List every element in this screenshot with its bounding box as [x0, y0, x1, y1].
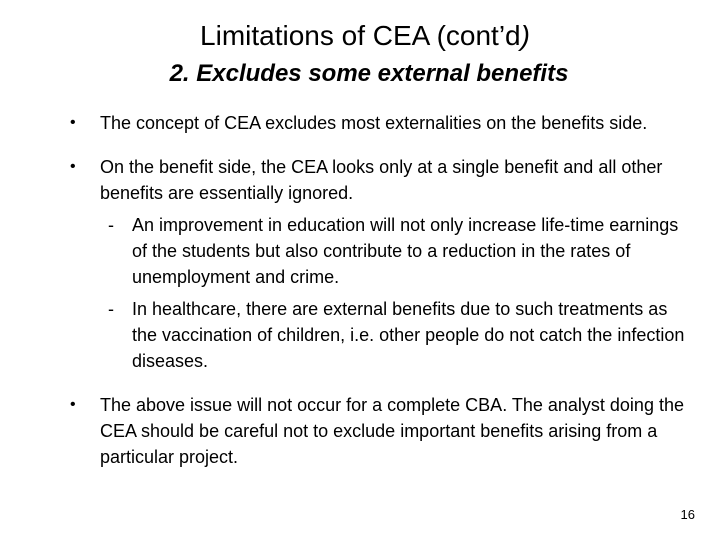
bullet-marker: •	[70, 396, 76, 413]
bullet-text: The concept of CEA excludes most externalities on the benefits side.	[100, 113, 648, 133]
sub-bullet-marker: -	[108, 299, 114, 319]
sub-bullet-item	[102, 296, 690, 374]
bullet-text: On the benefit side, the CEA looks only at a single benefit and all other benefits are essentially ignored.	[100, 157, 663, 203]
bullet-text: The above issue will not occur for a complete CBA. The analyst doing the CEA should be careful not to exclude important benefits arising from a particular project.	[100, 395, 684, 467]
bullet-item	[70, 154, 690, 374]
bullet-marker: •	[70, 114, 76, 131]
page-number: 16	[680, 507, 695, 522]
slide-subtitle: 2. Excludes some external benefits	[169, 60, 569, 87]
bullet-list	[70, 110, 690, 488]
sub-bullet-text: An improvement in education will not only increase life-time earnings of the students but also contribute to a reduction in the rates of unemployment and crime.	[132, 215, 679, 287]
bullet-marker: •	[70, 158, 76, 175]
sub-bullet-marker: -	[108, 215, 114, 235]
bullet-item	[70, 110, 690, 136]
slide-title	[10, 18, 720, 54]
sub-bullet-item	[102, 212, 690, 290]
slide-title-text: Limitations of CEA (cont’d	[200, 20, 521, 51]
bullet-item	[70, 392, 690, 470]
sub-bullet-text: In healthcare, there are external benefits due to such treatments as the vaccination of children, i.e. other people do not catch the infection diseases.	[132, 299, 685, 371]
title-block	[0, 18, 720, 90]
sub-bullet-list	[100, 212, 690, 374]
slide-title-paren: )	[520, 20, 530, 51]
